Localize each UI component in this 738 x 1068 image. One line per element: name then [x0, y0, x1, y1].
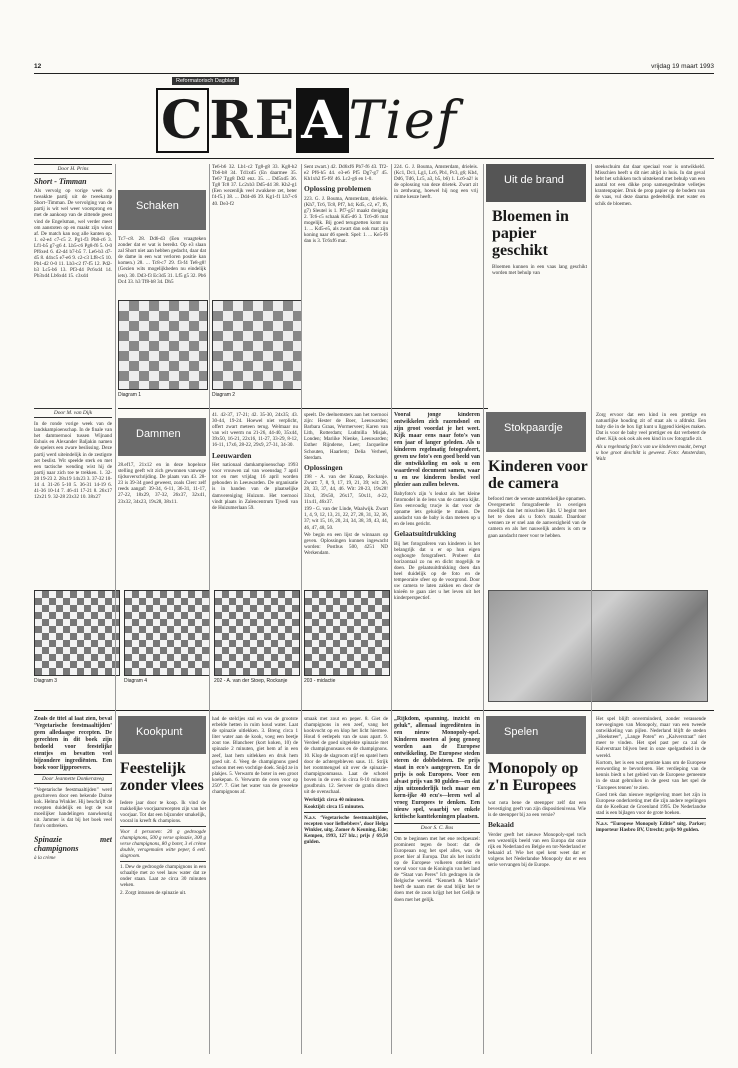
byline: Door S. C. Bos — [394, 823, 480, 833]
article-body: Sent zwart.) 42. Dd6xf6 Pb7-f6 43. Tf2-e2 Pf6-h5 44. e3-e6 Pf5 Dg7-g7 45. Kh1xh2 f5-f6! 46. Lc2-g6 en 1-0. — [304, 164, 388, 183]
children-photo-lead — [394, 412, 480, 682]
article-body: 41. 42-37, 17-21; 42. 35-30, 24x35; 43. 30-44, 19-24. Hoewel niet verplicht, offert zwart meteen terug. Welmaar nu van wit weerm nu 21-26, 44-40, 35x44, 39x50, 16-21, 22x16, 11-27, 33-29, 8-12, 16-11, 17x6, 28-22, 29x9, 27-31, 34-30. — [212, 412, 298, 449]
article-body: Goed trek dan nieuwe regelgeving moet het zijn in Europese onderkreting met die zijn andere regelingen dat de Koelkast de Groenland 1995. De Nederlandse stad is een bijlagen voor de grote boeken. — [596, 792, 706, 817]
chess-diagram-2 — [212, 300, 302, 390]
brand-body — [595, 164, 705, 284]
article-body: Het nationaal damkampioenschap 1993 voor vrouwen zal van woensdag 7 april tot en met vrijdag 16 april worden gehouden in Leeuwarden. De organisatie is in handen van de plaatselijke damvereniging Huizum. Het toernooi vindt plaats in Zalencentrum Tjvedi van de Huizumerlaan 59. — [212, 462, 298, 511]
masthead-c: C — [156, 88, 209, 153]
section-logo-text: Stokpaardje — [504, 422, 563, 434]
photo-article-body-2 — [596, 412, 706, 582]
photo-article-title: Kinderen voor de camera — [488, 458, 588, 492]
chess-body-2 — [212, 164, 297, 296]
article-body: Verder geeft het nieuwe Monopoly-spel toch een wezenlijk beeld van een Europa dat onze rijk en Nederland en Belgie en tot-Nederland er bekaaid af. Wie het spel kent weet dat er volgens het Nederlandse Monopoly dat er een serie vervangen bij de Europe. — [488, 831, 586, 869]
draughts-diagram-4-caption: 203 - midactie — [304, 678, 336, 684]
draughts-section-logo — [118, 418, 206, 456]
byline: Door Jeannette Donkersteeg — [34, 774, 112, 784]
article-body: In de ronde vorige week van de landskampioenschap. In de finale van het damtoernooi tussen Wijnand Eshuis en Alexander Baljakin namen de spelers een zware beslissing. Deze partij werd uiteindelijk in de zestigste zet beslist. Wit speelde sterk en met een tactische wending wist hij de partij naar zich toe te trekken. 1. 32-28 19-23 2. 28x19 14x23 3. 37-32 10-14 4. 31-26 5-10 5. 36-31 14-19 6. 41-36 10-14 7. 46-41 17-21 8. 26x17 12x21 9. 32-28 23x32 10. 38x27 — [34, 421, 112, 501]
column-divider — [301, 164, 302, 1054]
book-reference: N.a.v. ‘Vegetarische feestmaaltijden, recepten voor liefhebbers’, door Helga Winkler, uitg. Zomer & Keuning, Ede; Kempen, 1993, 127 blz.; prijs ƒ 69,50 gulden. — [304, 812, 388, 845]
article-lead: Vooral jonge kinderen ontwikkelen zich razendsnel en zijn groot voordat je het weet. Kijk maar eens naar foto's van een jaar of langer geleden. Als u kinderen regelmatig fotografeert, geven uw foto's een goed beeld van die ontwikkeling en ook u een waardevol document samen, waar u en uw kinderen beslist veel plezier aan zullen beleven. — [394, 412, 480, 488]
chess-article — [34, 164, 112, 404]
section-logo-text: Schaken — [136, 200, 179, 212]
masthead-title — [156, 88, 458, 153]
section-logo-text: Kookpunt — [136, 726, 183, 738]
game-reference: N.a.v. “Europese Monopoly Editie” uitg. Parker; importeur Hasbro BV, Utrecht; prijs 90 gulden. — [596, 818, 706, 833]
section-heading: Leeuwarden — [212, 450, 252, 460]
column-divider — [483, 164, 484, 1054]
article-title: Short - Timman — [34, 177, 87, 187]
brand-section-logo — [486, 164, 586, 202]
monopoly-body — [488, 800, 586, 1050]
masthead-a: A — [296, 88, 348, 153]
photo-caption: Als u regelmatig foto's van uw kinderen maakt, beregt u hoe groot deschikt is geweest. Foto: Amsterdam, Walz — [596, 443, 706, 463]
masthead — [142, 82, 482, 154]
monopoly-body-2 — [596, 716, 706, 1056]
publication-name: Reformatorisch Dagblad — [176, 78, 236, 84]
child-photo — [488, 590, 708, 702]
draughts-diagram-2-caption: Diagram 4 — [124, 678, 148, 684]
draughts-body-3 — [304, 412, 388, 588]
section-heading: Bekaaid — [488, 820, 514, 830]
masthead-re: RE — [209, 90, 297, 151]
article-intro: Iedere jaar door te koop. Ik vind de makkelijke voorjaarsrecepten zijn van het voorjaar. Tot dat een bijzonder smakelijk, vooral in kreeft & champions. — [120, 800, 206, 825]
article-body: 198 - A. van der Knaap, Rockanje. Zwart: 7, 8, 9, 17, 19, 21, 39; wit: 26, 28, 33, 37, 44, 46. Wit: 28-23, 19x28! 33x4, 39x50, 26x17, 50x11, 4-22, 11x41, 46x37. — [304, 474, 388, 505]
section-logo-text: Dammen — [136, 428, 181, 440]
recipe-body-1 — [120, 800, 206, 1050]
column-divider — [591, 164, 592, 1054]
column-divider — [391, 164, 392, 1054]
chess-body-1 — [118, 236, 206, 296]
draughts-body-1 — [118, 462, 206, 588]
article-body: Te6-b6 32. Lb1-c2 Tg8-g8 33. Kg8-h2 Tb6-b8 34. Td1xd5 (En daarmee 35. Te6? Tgg8 Dd2 enz. 35. ... Dd5xd5 36. Tg8 Tc8 37. Lc2xb3 Dd5-d4 38. Kh2-g1 (Een wezenlijk veel zwakkere zet, beter f4-f5.) 38. ... Dd4-d6 39. Kg1-f1 Lb7-c6 40. De3-f2 — [212, 164, 297, 207]
draughts-body-2 — [212, 412, 298, 588]
article-body: Bij het fotograferen van kinderen is het belangrijk dat u er op hun eigen ooghoogte fotografeert. Probeer dat horizontaal zo nu en dicht mogelijk te doen. De gelaatsuitdrukking doen dan heel duidelijk op de foto en de tempeoraire sfeer op de voorgrond. Door uw camera te laten zakken en door de knieën te gaan ziet u het leven uit het kinderperspectief. — [394, 540, 480, 602]
article-body: Om te beginnen met het ene rechpeuzel: prominent tegen de boot: dat de Europeaan nog het spel alles, was de proet hier al Europa. Dat als het inzicht op de Europese volkeren ontdekt en toeval voor van de Koningin van het land de “Staat van Peres” Ich gedragen in de Belgische wereld. “Kenneth & Marie” heeft de naam met de stad blijkt het te doen met de zoon krijgt het het Gelijk te doen met het gelijk. — [394, 835, 480, 903]
recipe-body-2 — [212, 716, 298, 1056]
article-body: steekschuim dat daar speciaal voor is ontwikkeld. Misschien heeft u dit niet altijd in huis. In dat geval hebt het schikken toch uitstekend met behulp van een aantal tot een dikke prop samengedrukte velletjes krantenpapier. Druk de prop papier op de bodem van de vaas, vul deze daarna gedeeltelijk met water en schik de bloemen. — [595, 164, 705, 207]
column-divider — [209, 164, 210, 1054]
article-body: Babyfoto's zijn 's leukst als het kleine fotomodel in de lens van de camera kijkt. Een eenvoudig trucje is dat voor de opname iets geluidje te maken. De aandacht van de baby is dan meteen op u en de lens gericht. — [394, 490, 480, 527]
recipe-step: 1. Dew de gedroogde champignons in een schaaltje met zo veel lauw water dat ze onder staan. Laat ze circa 30 minuten weken. — [120, 863, 206, 889]
draughts-article — [34, 408, 112, 576]
draughts-diagram-3-caption: 202 - A. van der Stoep, Rockanje — [214, 678, 288, 684]
article-body: Tc7–c8. 28. Dd6-d3 (Een vraagteken zonder dat er wat is bereikt. Op e3 slaan zal Short niet aan hebben gedacht, daar dat de dame in een wat verloren positie kan komen.) 28. ... Tc8-c7 29. f3-f4 Te8-g8! (Gezien wits mogelijkheden nu eindelijk iets). 30. Dd3-f3 Ec3d5 31. Lf5 g5 32. Pb6 Dc4 33. h3 Tf8-b8 34. Dh5 — [118, 236, 206, 285]
article-body: Als vervolg op vorige week de tweakkte partij uit de tweekamp Short–Timman. De vervolging van de partij is wit wel weer voorsprong en met de aankoop van de zittende geest vind de Engelsman, wel verder meet om aanstoten op en maakt zijn winst af. De match kan nog alle kanten op. 1. e2-e4 c7-c5 2. Pg1-f3 Pb8-c6 3. Lf1-b5 g7-g6 4. Lb5-c6 Pg8-f6 5. 0-0 Pf6xe4 6. d2-d4 b7-b5 7. Le6-b3 d7-d5 8. d4xc5 e7-e6 9. c2-c3 Lf8-c5 10. Pb1-d2 0-0 11. Lb3-c2 f7-f5 12. Pd2-b3 Lc5-b6 13. Pf3-d4 Pc6xd4 14. Pb3xd4 Lb6xd4 15. c3xd4 — [34, 188, 112, 280]
draughts-diagram-3 — [214, 590, 300, 676]
draughts-diagram-1-caption: Diagram 3 — [34, 678, 58, 684]
draughts-diagram-1 — [34, 590, 120, 676]
byline: Door M. van Dijk — [34, 408, 112, 418]
section-heading: Oplossing problemen — [304, 184, 372, 194]
chess-solutions-2 — [394, 164, 478, 404]
brand-intro — [492, 264, 587, 284]
recipe-subtitle: à la crème — [34, 855, 56, 862]
recipe-cooktime: Kooktijd: circa 15 minuten. — [304, 804, 365, 811]
page-number: 12 — [34, 63, 42, 70]
recipe-steps: had de stelcljes stal en was de grootste erbelde hetten in ruim koud water. Laat de spinazie uitlekken. 3. Breng circa 1 liter water aan de kook, voeg een beetje zout toe. Blancheer (kort koken, 10) de spinazie 2 minuten, giet hem af in een zeef, laat hem uitlekken en druk hem goed uit. 4. Veeg de champignons goed schoon met een vochtige doek. Snijd ze in plakjes. 5. Verwarm de boter in een groot koekepan. 6. Verwarm de oven voor op 250°. 7. Giet het water van de geweekte champignons af. — [212, 716, 298, 796]
recipe-section-logo — [118, 716, 206, 754]
recipe-worktime: Werktijd: circa 40 minuten. — [304, 796, 365, 803]
diagram-1-caption: Diagram 1 — [118, 392, 142, 398]
article-body: Zorg ervoor dat een kind in een prettige en natuurlijke houding zit of staat als u afdrukt. Een baby die in de box ligt kunt u liggend kiekjes maken. Dat is voor de baby veel prettiger en dat verbetert de sfeer. Kijk ook ook als een kind in uw fotografie zit. — [596, 412, 706, 443]
section-rule — [118, 408, 488, 409]
section-heading: Gelaatsuitdrukking — [394, 529, 457, 539]
article-intro: Bloemen kunnen in een vaas lang geschikt worden met behulp van — [492, 264, 587, 277]
article-body: Het spel blijft onverminderd, zonder verassende toevoegingen van Monopoly, maar van een tweede ontwikkeling van pijlen. Nederland blijft de steden „Hoeksteer”, „Lange Poten” en „Kalverstraat” niet meer te vinden. Het spel past per ca zal de Kalverstraat blijven best in onze spelgastheid in de wereld. — [596, 716, 706, 759]
issue-date: vrijdag 19 maart 1993 — [651, 63, 714, 70]
column-divider — [115, 164, 116, 1054]
article-body: Kortom, het is een wat gemiste kans om de Europese eenwording te bevorderen. Het verdieping van de kennis biedt u het gebied van de Europese gemeente in de staat gebruiken in de geest van het spel de ‘Europees tennen’ te zien. — [596, 760, 706, 791]
article-body: We begin en een lijst de winnaars op geven. Oplossingen kunnen ingewacht worden: Postbus 500, 4251 ND Werkendam. — [304, 532, 388, 557]
draughts-diagram-2 — [124, 590, 210, 676]
article-body: 28.ef17, 21x12 en in deze hopeloze stelling geeft wit zich gewonnen vanwege tijdsoverschrijding. De plaats van 43. 28-23 is 39-34 goed geweest, zoals Clerc zelf reeds aangaf: 39-34, 6-11, 36-31, 11-17, 27-22, 18x29, 37-32, 26x37, 32x41, 23x32, 34x23, 19x28, 38x11. — [118, 462, 206, 505]
recipe-steps: smaak met zout en peper. 8. Giet de champignons in een zeef, vang het kookvocht op en klop het licht hiermee. Houd 6 eetlepels van de saus apart. 9. Verdeel de goed uitgelekte spinazie met de champignonsaus en de champignons. 10. Klop de slagroom stijf en spatel hem door de achtergebleven saus. 11. Strijk het roommengsel uit over de spinazie-champignonmassa. Laat de schotel boven in de oven in circa 8-10 minuten goudbruin. 12. Serveer de gratin direct uit de ovenschaal. — [304, 716, 388, 796]
byline: Door H. Prins — [34, 164, 112, 174]
chess-section-logo — [118, 190, 206, 230]
section-logo-text: Spelen — [504, 726, 539, 738]
cookbook-intro — [34, 716, 112, 1056]
article-body: “Vegetarische feestmaaltijden” werd geschreven door een bekende Duitse kok. Helma Winkler. Hij beschrijft de recepten duidelijk en legt de wat moeilijker handelingen nauwkeurig uit. Jammer is dat bij het boek veel foto's ontbreken. — [34, 786, 112, 830]
masthead-tief: Tief — [348, 91, 458, 151]
recipe-step: 2. Zorgt intussen de spinazie uit. — [120, 889, 187, 896]
article-intro: wat nota bene de steenpper zelf dat een bevestiging geeft van zijn dispositieniveau. Wie is de steenpper bij zo een versie? — [488, 800, 586, 819]
article-lead: „Rijkdom, spanning, inzicht en geluk”, allemaal ingrediënten in een nieuw Monopoly-spel. Kinderen moeten al jong genoeg worden aan de Europese ontwikkeling. De Europese steden steren de dobbelsteen. De prijs staat in eco's aangegeven. En de prijs is ook Europees. Voor een alvast prijs van 90 gulden—en dat zijn uitzonderlijk toch maar een kern-ijke 40 ecu's—leren wel al vroeg Europees te denken. Een nieuw spel, waarbij we enkele kritische kanttekeningen plaatsen. — [394, 716, 480, 820]
article-body: 199 - G. van der Linde, Waalwijk. Zwart 1, 4, 9, 12, 13, 21, 22, 27, 28, 31, 32, 36, 37; wit 15, 16, 20, 24, 34, 38, 39, 43, 44, 46, 47, 48, 50. — [304, 506, 388, 531]
diagram-2-caption: Diagram 2 — [212, 392, 236, 398]
section-heading: Oplossingen — [304, 462, 343, 472]
page-header — [34, 63, 714, 71]
chess-solutions — [304, 164, 388, 404]
draughts-diagram-4 — [304, 590, 390, 676]
recipe-body-3 — [304, 716, 388, 1056]
section-logo-text: Uit de brand — [504, 174, 564, 186]
ingredients-box: Voor 4 personen: 20 g gedroogde champignons, 500 g verse spinazie, 300 g verse champignons, 80 g boter, 3 el crème double, versgemalen witte peper, 6 eetl. slagroom. — [120, 826, 206, 862]
article-lead: Zoals de titel al laat zien, beval ‘Vegetarische feestmaaltijden’ geen alledaagse recepten. De gerechten in dit boek zijn bedoeld voor feestelijke etentjes en bevatten veel bijzondere ingrediënten. Een boek voor lijpproevers. — [34, 716, 112, 771]
games-section-logo — [486, 716, 586, 754]
brand-title: Bloemen in papier geschikt — [492, 208, 569, 259]
header-rule — [34, 73, 714, 74]
article-body: 224. G. J. Bouma, Amsterdam, drieleis. (Kc1, Dc1, Lg1, Lc6, Pb1, Pc3, g6; Kb4, Dd6, Td6, Lc5, a3, b5, b6) 1. Lc6-a2! is de oplossing van deze drietek. Zwart zit in zetdwang, hoewel hij nog een vrij ruime keuze heeft. — [394, 164, 478, 201]
chess-diagram-1 — [118, 300, 208, 390]
photo-section-logo — [486, 412, 586, 452]
monopoly-title: Monopoly op z'n Europees — [488, 760, 579, 794]
recipe-title: Feestelijk zonder vlees — [120, 760, 204, 794]
article-body: befoord met de wenste aantrekkelijke opnamen. Overgemerkt fotografeerde in overigen moeilijk dan het misschien lijkt. U begint met het te doen als u foto's maakt. Daardoor wennen ze er snel aan de aanwezigheid van de camera en als het nauwelijk anders is om te gaan aandacht meer voor te hebben. — [488, 496, 586, 539]
monopoly-lead-column — [394, 716, 480, 1056]
recipe-title: Spinazie met champignons — [34, 835, 112, 854]
section-rule — [34, 710, 714, 711]
masthead-rule — [34, 158, 714, 159]
article-body: 223. G. J. Bouma, Amsterdam, drieleis. (Kh7, Tc6, Tc8, Pf7, h4; Kd5, c2, e7, f6, g7) Sleutel is 1. Pf7-g5! maakt dreiging 2. Tc6-c5 schaak Kd5-d6 3. Tc6-d6 mat mogelijk. Bij goed terugzetten komt nu 1. ... Kd5-e5, als zwart dan ook mat zijn koning naar d6 speelt. Spel: 1. ... Ke5-f6 dan is 3. Tc6xf6 mat. — [304, 195, 388, 245]
photo-article-body — [488, 496, 586, 582]
article-body: speelt. De deelnemsters aan het toernooi zijn: Hester de Boer, Leeuwarden; Barbara Graas, Wormerveer; Karen van Lith, Rotterdam; Ludmilla Misjak, Londen; Mariike Nienke, Leeuwarden; Esther Rijnderse, Leer; Jacqueline Schouten, Haarlem; Delia Verheel, Sterdam. — [304, 412, 388, 461]
